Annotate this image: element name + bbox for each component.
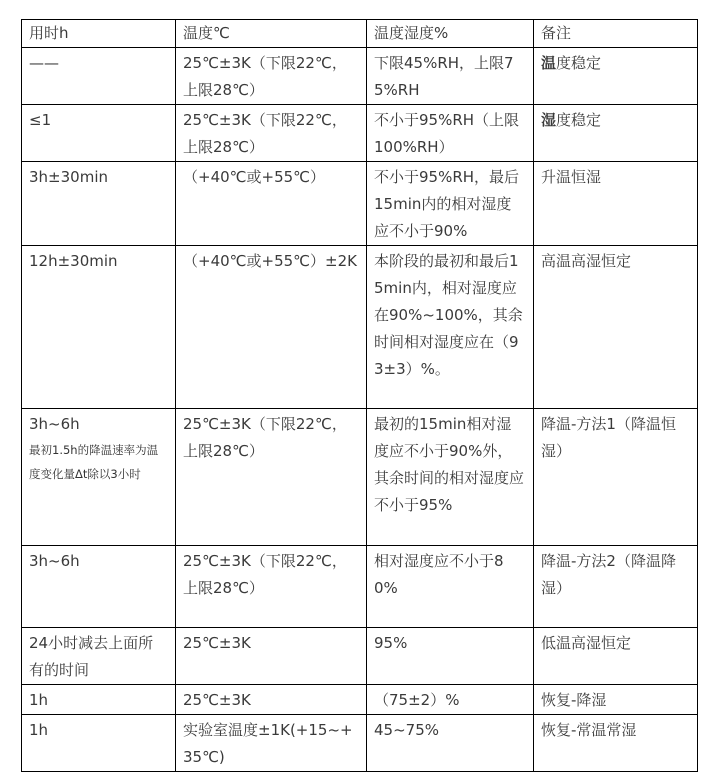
header-temperature: 温度℃ (176, 20, 367, 48)
table-row (22, 162, 698, 246)
cell-remark: 低温高湿恒定 (534, 628, 698, 685)
cell-humidity: 95% (367, 628, 534, 685)
cell-temperature: 25℃±3K（下限22℃，上限28℃） (176, 409, 367, 546)
cell-temperature: 实验室温度±1K(+15~+35℃) (176, 715, 367, 772)
cell-duration: ≤1 (22, 105, 176, 162)
cell-remark (534, 48, 698, 105)
cell-temperature: （+40℃或+55℃） (176, 162, 367, 246)
table-row (22, 685, 698, 715)
table-row (22, 715, 698, 772)
cell-remark: 降温-方法2（降温降湿） (534, 546, 698, 628)
table-row (22, 105, 698, 162)
cell-duration: 12h±30min (22, 246, 176, 409)
cell-remark (534, 105, 698, 162)
cell-temperature: 25℃±3K (176, 628, 367, 685)
cell-humidity: 下限45%RH，上限75%RH (367, 48, 534, 105)
cell-humidity: 相对湿度应不小于80% (367, 546, 534, 628)
cell-temperature: （+40℃或+55℃）±2K (176, 246, 367, 409)
cell-temperature: 25℃±3K (176, 685, 367, 715)
cell-duration: 3h±30min (22, 162, 176, 246)
cell-duration (22, 409, 176, 546)
cell-humidity: （75±2）% (367, 685, 534, 715)
cell-humidity: 45~75% (367, 715, 534, 772)
cell-duration: 1h (22, 685, 176, 715)
cell-duration: 24小时减去上面所有的时间 (22, 628, 176, 685)
cell-temperature: 25℃±3K（下限22℃，上限28℃） (176, 48, 367, 105)
cell-duration: 1h (22, 715, 176, 772)
duration-text: 3h~6h (29, 415, 80, 433)
table-row (22, 628, 698, 685)
table-row (22, 546, 698, 628)
header-humidity: 温度湿度% (367, 20, 534, 48)
remark-text: 度稳定 (556, 54, 602, 72)
cell-humidity: 不小于95%RH，最后15min内的相对湿度应不小于90% (367, 162, 534, 246)
cell-remark: 恢复-常温常湿 (534, 715, 698, 772)
cell-humidity: 不小于95%RH（上限100%RH） (367, 105, 534, 162)
cell-temperature: 25℃±3K（下限22℃，上限28℃） (176, 105, 367, 162)
remark-emphasis: 湿 (541, 111, 557, 129)
header-remark: 备注 (534, 20, 698, 48)
remark-emphasis: 温 (541, 54, 557, 72)
table-header-row (22, 20, 698, 48)
cell-humidity: 最初的15min相对湿度应不小于90%外，其余时间的相对湿度应不小于95% (367, 409, 534, 546)
cell-temperature: 25℃±3K（下限22℃，上限28℃） (176, 546, 367, 628)
remark-text: 度稳定 (556, 111, 602, 129)
cell-remark: 恢复-降湿 (534, 685, 698, 715)
cell-remark: 升温恒湿 (534, 162, 698, 246)
table-row (22, 409, 698, 546)
header-duration: 用时h (22, 20, 176, 48)
cell-humidity: 本阶段的最初和最后15min内，相对湿度应在90%~100%，其余时间相对湿度应在（93±3）%。 (367, 246, 534, 409)
cell-duration: —— (22, 48, 176, 105)
table-row (22, 48, 698, 105)
table-row (22, 246, 698, 409)
cooling-rate-note: 最初1.5h的降温速率为温度变化量Δt除以3小时 (29, 443, 159, 481)
test-condition-table (21, 19, 698, 772)
cell-duration: 3h~6h (22, 546, 176, 628)
cell-remark: 降温-方法1（降温恒湿） (534, 409, 698, 546)
cell-remark: 高温高湿恒定 (534, 246, 698, 409)
